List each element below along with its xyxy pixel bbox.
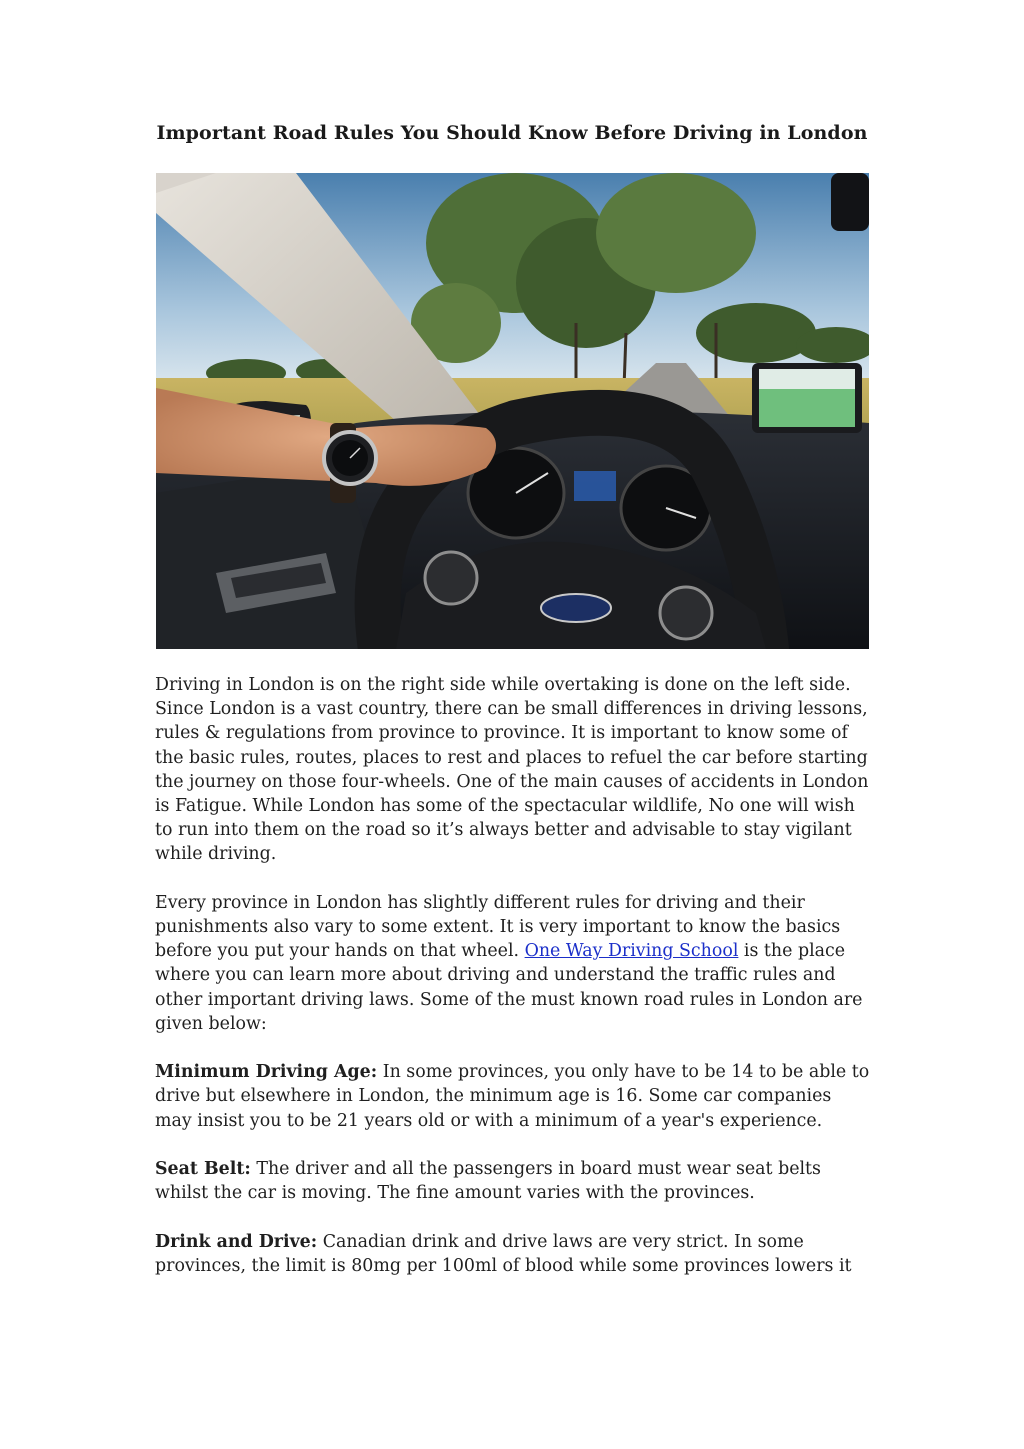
rule-label-minimum-driving-age: Minimum Driving Age: <box>155 1062 378 1083</box>
page-title: Important Road Rules You Should Know Before Driving in London <box>156 122 868 144</box>
rule-seat-belt <box>155 1157 871 1205</box>
rule-drink-and-drive <box>155 1230 871 1278</box>
rule-label-seat-belt: Seat Belt: <box>155 1159 251 1180</box>
one-way-driving-school-link[interactable]: One Way Driving School <box>524 941 739 962</box>
rule-label-drink-and-drive: Drink and Drive: <box>155 1231 318 1252</box>
car-interior-photo <box>156 173 869 649</box>
paragraph-provinces-text-2: is the place where you can learn more about driving and understand the traffic rules and other important driving laws. Some of the must known road rules in London are given below: <box>155 941 863 1034</box>
rule-text-drink-and-drive: Canadian drink and drive laws are very strict. In some provinces, the limit is 80mg per 100ml of blood while some provinces lowers it <box>155 1231 852 1276</box>
article-body <box>155 673 871 1302</box>
rule-text-seat-belt: The driver and all the passengers in board must wear seat belts whilst the car is moving. The fine amount varies with the provinces. <box>155 1159 821 1204</box>
paragraph-intro: Driving in London is on the right side while overtaking is done on the left side. Since London is a vast country, there can be small differences in driving lessons, rules & regulations from province to province. It is important to know some of the basic rules, routes, places to rest and places to refuel the car before starting the journey on those four-wheels. One of the main causes of accidents in London is Fatigue. While London has some of the spectacular wildlife, No one will wish to run into them on the road so it’s always better and advisable to stay vigilant while driving. <box>155 675 869 865</box>
rule-minimum-driving-age <box>155 1060 871 1133</box>
paragraph-provinces-text-1: Every province in London has slightly different rules for driving and their punishments also vary to some extent. It is very important to know the basics before you put your hands on that wheel. <box>155 892 841 962</box>
rule-text-minimum-driving-age: In some provinces, you only have to be 14 to be able to drive but elsewhere in London, the minimum age is 16. Some car companies may insist you to be 21 years old or with a minimum of a year's experience. <box>155 1062 870 1131</box>
paragraph-provinces <box>155 891 871 1036</box>
